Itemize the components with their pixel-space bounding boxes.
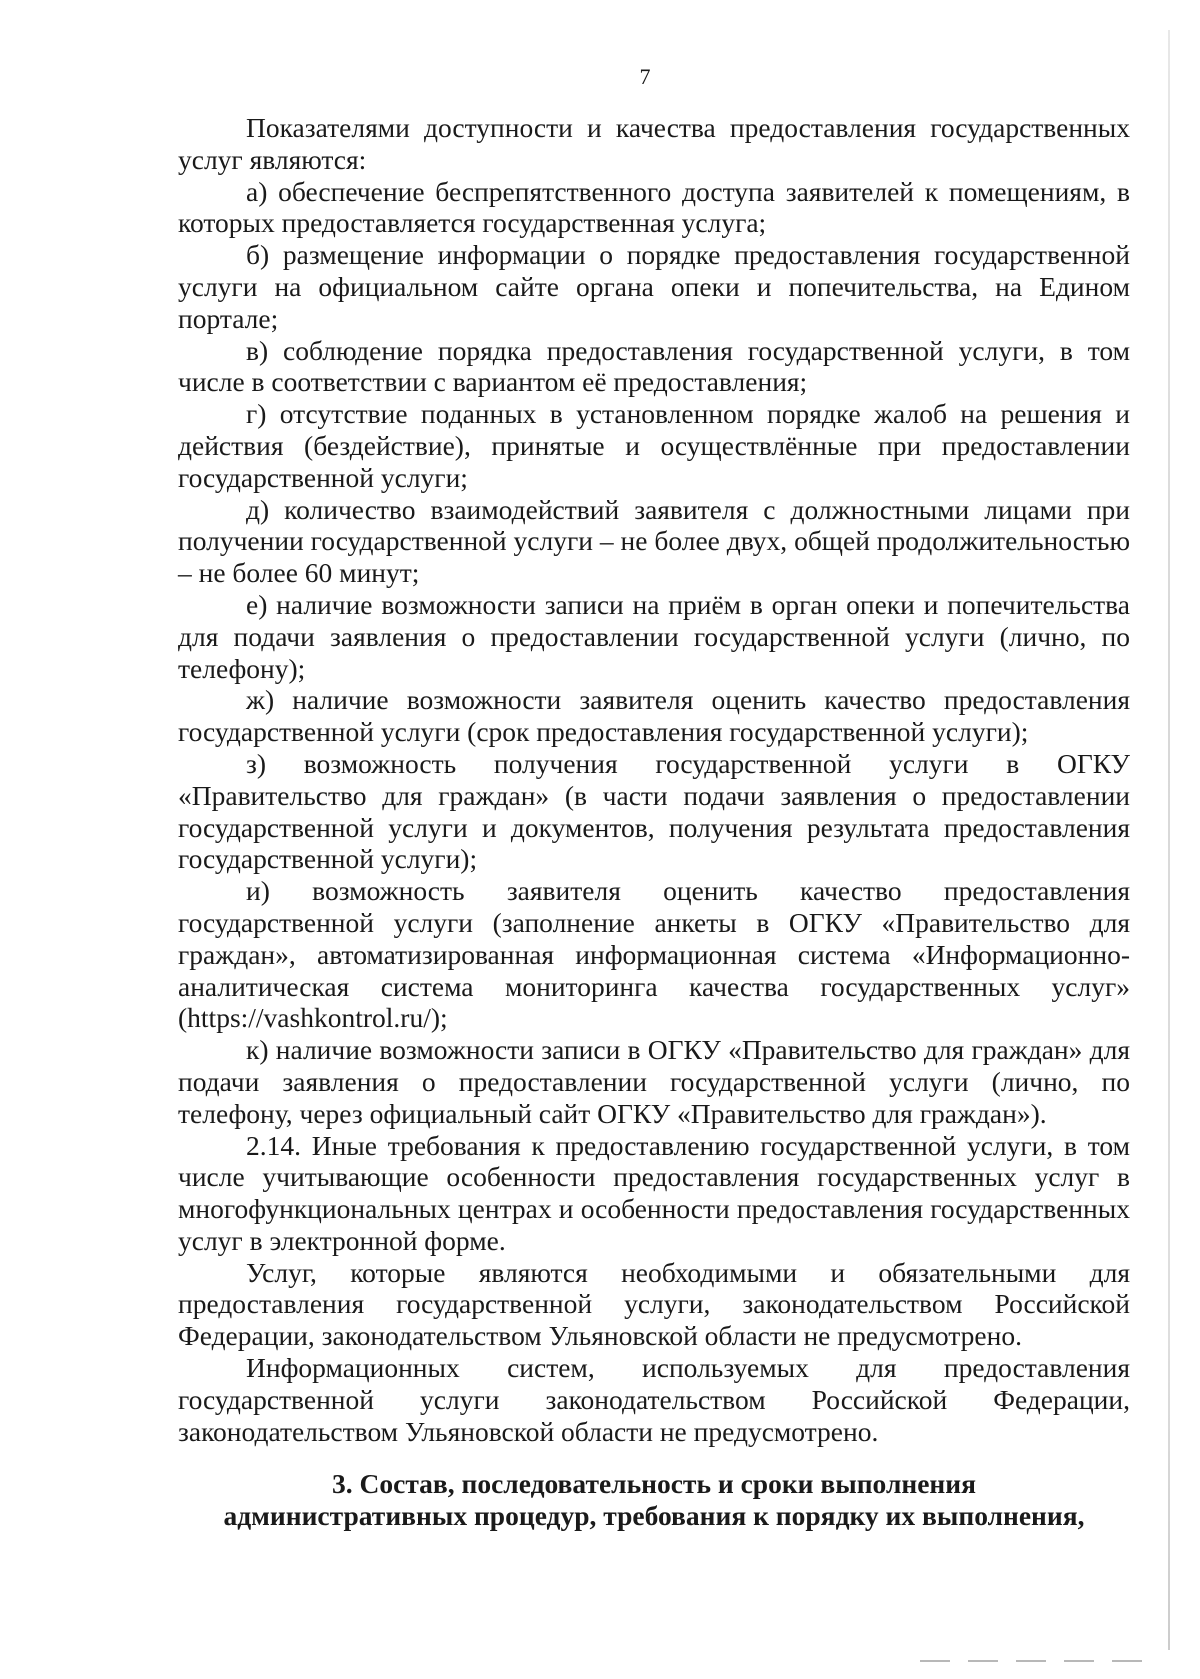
- document-body: [178, 112, 1130, 1447]
- list-item-zh: ж) наличие возможности заявителя оценить качество предоставления государственной услуги (срок предоставления государственной услуги);: [178, 684, 1130, 748]
- list-item-k: к) наличие возможности записи в ОГКУ «Правительство для граждан» для подачи заявления о предоставлении государственной услуги (лично, по телефону, через официальный сайт ОГКУ «Правительство для граждан»).: [178, 1034, 1130, 1129]
- paragraph-intro: Показателями доступности и качества предоставления государственных услуг являются:: [178, 112, 1130, 175]
- section-heading: [178, 1468, 1130, 1532]
- scan-artifact-mark: [920, 1660, 1160, 1662]
- page-number: 7: [639, 64, 651, 89]
- list-item-g: г) отсутствие поданных в установленном порядке жалоб на решения и действия (бездействие), принятые и осуществлённые при предоставлении государственной услуги;: [178, 398, 1130, 493]
- list-item-b: б) размещение информации о порядке предоставления государственной услуги на официальном сайте органа опеки и попечительства, на Едином портале;: [178, 239, 1130, 334]
- paragraph-information-systems: Информационных систем, используемых для предоставления государственной услуги законодательством Российской Федерации, законодательством Ульяновской области не предусмотрено.: [178, 1352, 1130, 1447]
- paragraph-services: Услуг, которые являются необходимыми и обязательными для предоставления государственной услуги, законодательством Российской Федерации, законодательством Ульяновской области не предусмотрено.: [178, 1256, 1130, 1352]
- section-heading-line-1: 3. Состав, последовательность и сроки выполнения: [332, 1468, 976, 1499]
- section-heading-line-2: административных процедур, требования к порядку их выполнения,: [223, 1500, 1085, 1531]
- scan-edge-line: [1168, 30, 1170, 1650]
- list-item-z: з) возможность получения государственной услуги в ОГКУ «Правительство для граждан» (в части подачи заявления о предоставлении государственной услуги и документов, получения результата предоставления государственной услуги);: [178, 747, 1130, 875]
- list-item-a: а) обеспечение беспрепятственного доступа заявителей к помещениям, в которых предоставляется государственная услуга;: [178, 175, 1130, 239]
- list-item-e: е) наличие возможности записи на приём в орган опеки и попечительства для подачи заявления о предоставлении государственной услуги (лично, по телефону);: [178, 588, 1130, 684]
- list-item-d: д) количество взаимодействий заявителя с должностными лицами при получении государственной услуги – не более двух, общей продолжительностью – не более 60 минут;: [178, 493, 1130, 589]
- list-item-i: и) возможность заявителя оценить качество предоставления государственной услуги (заполнение анкеты в ОГКУ «Правительство для граждан», автоматизированная информационная система «Информационно-аналитическая система мониторинга качества государственных услуг» (https://vashkontrol.ru/);: [178, 875, 1130, 1034]
- paragraph-2-14: 2.14. Иные требования к предоставлению государственной услуги, в том числе учитывающие особенности предоставления государственных услуг в многофункциональных центрах и особенности предоставления государственных услуг в электронной форме.: [178, 1129, 1130, 1256]
- list-item-v: в) соблюдение порядка предоставления государственной услуги, в том числе в соответствии с вариантом её предоставления;: [178, 334, 1130, 398]
